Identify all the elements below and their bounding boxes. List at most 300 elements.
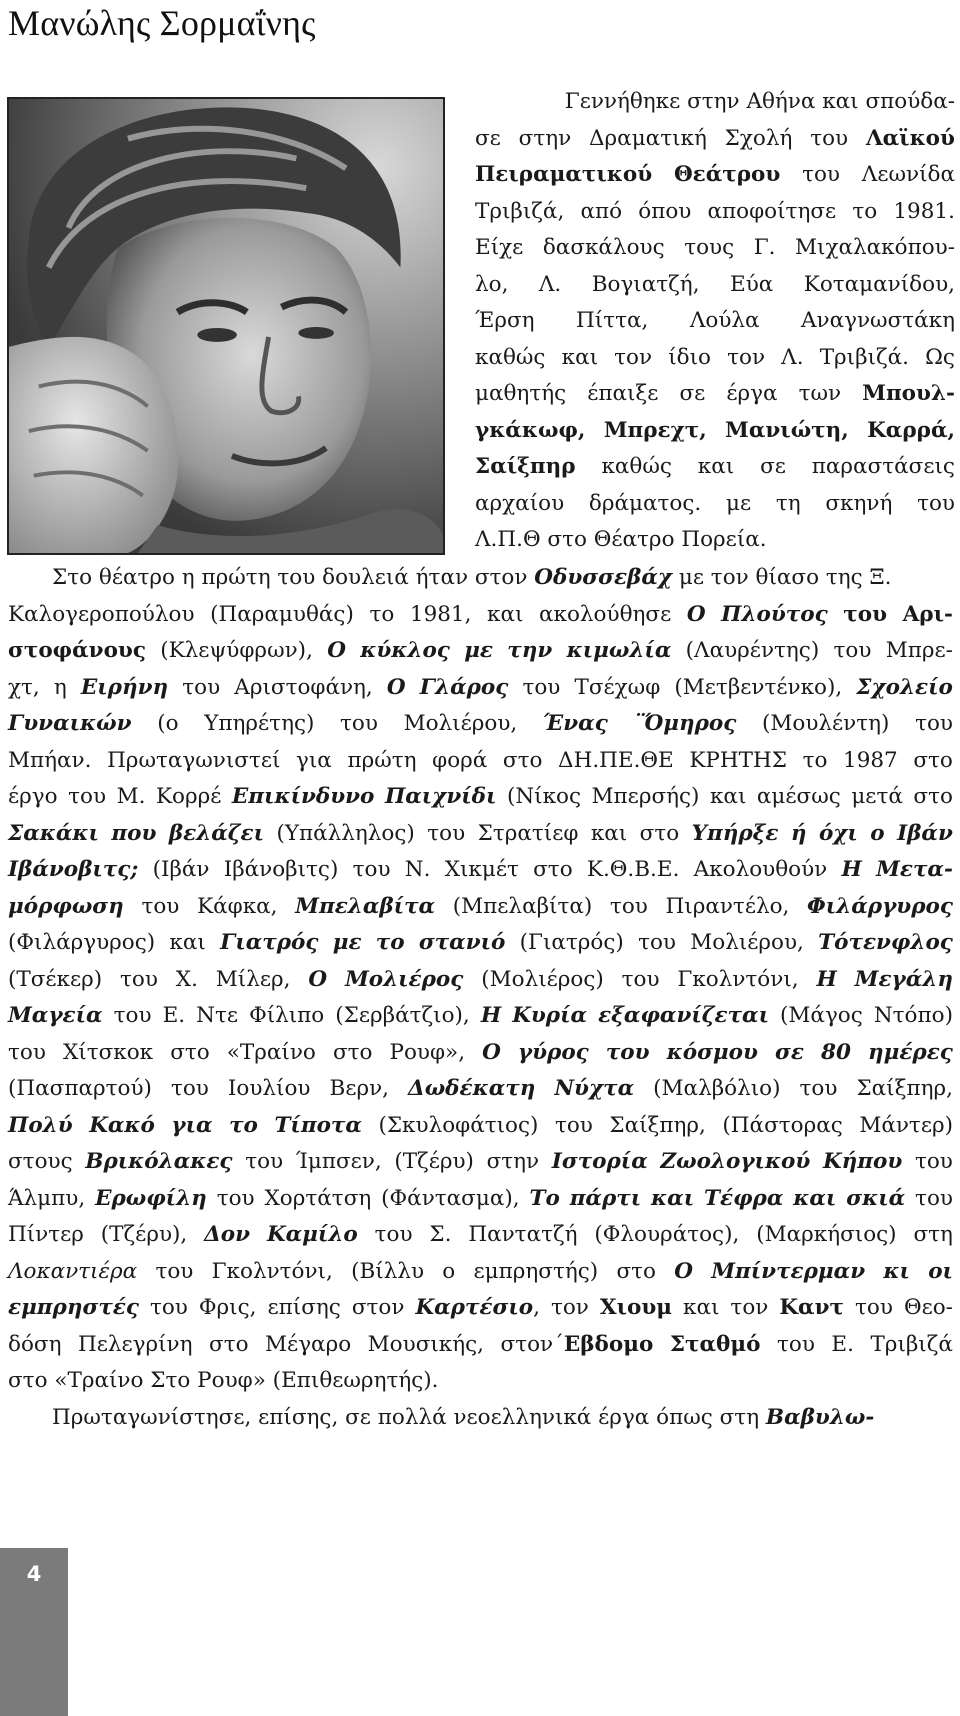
word: [777, 1327, 815, 1364]
word: [710, 779, 746, 816]
text-run: έργο: [8, 784, 58, 809]
emphasized-text: ή: [790, 820, 807, 846]
word: [834, 633, 872, 670]
word: [686, 633, 820, 670]
emphasized-text: Ο: [686, 601, 706, 627]
word: [212, 1254, 333, 1291]
emphasized-text: οι: [928, 1258, 953, 1284]
text-run: Υπηρέτης): [204, 711, 315, 736]
text-run: του: [68, 784, 107, 809]
word: [408, 1071, 535, 1108]
text-run: παραστάσεις: [811, 454, 955, 479]
word: [606, 1035, 650, 1072]
text-line: [475, 194, 955, 231]
text-run: Ντε: [196, 1003, 239, 1028]
word: [333, 925, 362, 962]
word: [8, 1181, 85, 1218]
text-run: του: [855, 1295, 893, 1320]
word: [8, 597, 195, 634]
text-run: Αναγνωστάκη: [801, 308, 955, 333]
text-run: δράματος.: [588, 490, 702, 516]
word: [475, 449, 576, 486]
text-run: Δραματική: [589, 125, 707, 151]
word: [819, 816, 858, 853]
text-run: του: [799, 1076, 838, 1101]
word: [78, 1327, 193, 1364]
word: [487, 597, 523, 634]
text-line: [8, 670, 953, 707]
word: [928, 1254, 953, 1291]
word: [726, 486, 751, 523]
emphasized-text: Οδυσσεβάχ: [534, 565, 673, 590]
emphasized-text: Τέφρα: [704, 1185, 784, 1211]
word: [228, 1071, 311, 1108]
word: [8, 1290, 139, 1327]
text-run: ,: [533, 1295, 540, 1320]
word: [8, 1327, 61, 1364]
text-run: (Υπάλληλος): [276, 820, 415, 846]
emphasized-text: Βαβυλω-: [765, 1404, 875, 1430]
text-run: λο,: [475, 271, 509, 297]
word: [445, 852, 519, 889]
text-run: Πίττα,: [576, 308, 649, 333]
text-run: του: [352, 857, 391, 882]
emphasized-text: στοφάνους: [8, 638, 146, 663]
word: [475, 230, 523, 267]
text-run: το: [802, 747, 828, 773]
word: [552, 1144, 648, 1181]
emphasized-text: σε: [774, 1039, 804, 1065]
word: [8, 779, 58, 816]
word: [638, 925, 676, 962]
text-run: Μέγαρο: [265, 1331, 352, 1357]
text-run: του: [609, 893, 648, 919]
text-run: Ως: [925, 344, 955, 370]
text-run: Λ.: [781, 344, 804, 370]
word: [308, 962, 327, 999]
text-run: Μολιέρου,: [690, 930, 804, 955]
word: [543, 706, 608, 743]
text-run: Γ.: [753, 235, 776, 260]
word: [481, 962, 604, 999]
text-line: [8, 743, 953, 780]
text-run: Άλμπυ,: [8, 1185, 86, 1211]
word: [156, 779, 221, 816]
word: [801, 303, 955, 340]
word: [555, 1108, 593, 1145]
emphasized-text: ¨Όμηρος: [633, 711, 737, 736]
emphasized-text: με: [332, 930, 362, 955]
word: [475, 340, 545, 377]
emphasized-text: που: [111, 820, 157, 846]
word: [475, 194, 564, 231]
emphasized-text: του: [843, 601, 888, 627]
emphasized-text: Εβδομο: [563, 1331, 654, 1357]
word: [614, 340, 652, 377]
emphasized-text: Πλούτος: [721, 601, 828, 627]
text-run: (Μάγος: [780, 1003, 863, 1028]
text-run: σκηνή: [825, 490, 893, 516]
text-run: Είχε: [475, 235, 524, 260]
word: [610, 889, 648, 926]
word: [333, 1035, 373, 1072]
word: [368, 1327, 484, 1364]
text-line: [475, 230, 955, 267]
word: [335, 998, 469, 1035]
word: [859, 1108, 953, 1145]
word: [868, 1035, 953, 1072]
word: [601, 449, 671, 486]
emphasized-text: Ιστορία: [551, 1149, 648, 1174]
text-line: [8, 1035, 953, 1072]
emphasized-text: Σακάκι: [8, 820, 99, 846]
text-run: Λ.Π.Θ στο Θέατρο Πορεία.: [475, 527, 767, 552]
word: [224, 852, 339, 889]
text-run: (Μπελαβίτα): [452, 893, 593, 919]
text-run: Μπερσής): [591, 784, 700, 809]
word: [353, 852, 391, 889]
word: [690, 925, 804, 962]
text-line: [8, 1400, 953, 1437]
text-run: στο: [913, 784, 953, 809]
text-run: (Ιβάν: [152, 857, 210, 882]
emphasized-text: 80: [820, 1039, 851, 1065]
word: [684, 230, 734, 267]
text-run: στο: [533, 857, 573, 882]
word: [345, 962, 463, 999]
emphasized-text: Ο: [482, 1039, 501, 1065]
text-run: (Σερβάτζιο),: [335, 1003, 470, 1028]
word: [507, 633, 552, 670]
emphasized-text: Ένας: [542, 711, 608, 736]
word: [216, 962, 291, 999]
emphasized-text: Μπουλ-: [862, 381, 955, 406]
word: [474, 1254, 599, 1291]
text-run: του: [522, 674, 561, 700]
emphasized-text: την: [507, 638, 553, 663]
text-run: αρχαίου: [475, 490, 565, 516]
text-run: Βογιατζή,: [591, 271, 700, 297]
word: [677, 962, 798, 999]
word: [405, 852, 431, 889]
text-run: (Τσέκερ): [8, 966, 103, 992]
word: [8, 816, 99, 853]
word: [799, 376, 842, 413]
emphasized-text: σκιά: [846, 1185, 906, 1211]
text-run: «Τραίνο: [226, 1039, 316, 1065]
text-run: ΚΡΗΤΗΣ: [689, 747, 787, 773]
emphasized-text: και: [793, 1185, 837, 1211]
text-run: και: [683, 1295, 720, 1320]
emphasized-text: πάρτι: [569, 1185, 642, 1211]
word: [855, 1290, 893, 1327]
word: [915, 1181, 953, 1218]
emphasized-text: Παιχνίδι: [384, 784, 497, 809]
word: [694, 852, 828, 889]
word: [862, 157, 955, 194]
word: [640, 816, 680, 853]
word: [816, 962, 836, 999]
text-run: τον: [550, 1295, 589, 1320]
text-run: Θεο-: [903, 1295, 953, 1320]
word: [674, 157, 780, 194]
emphasized-text: εμπρηστές: [8, 1295, 139, 1320]
text-run: Στο θέατρο η πρώτη του δουλειά ήταν στον: [52, 565, 535, 590]
word: [8, 1071, 152, 1108]
word: [917, 486, 955, 523]
word: [762, 706, 889, 743]
emphasized-text: Σταθμό: [669, 1331, 761, 1357]
text-run: Χικμέτ: [444, 857, 519, 882]
emphasized-text: το: [229, 1112, 258, 1138]
text-run: τον: [730, 1295, 769, 1320]
word: [883, 1254, 910, 1291]
word: [351, 1254, 424, 1291]
word: [704, 1181, 783, 1218]
text-run: Σ.: [429, 1222, 452, 1247]
text-run: στο: [616, 1258, 656, 1284]
text-line: [8, 560, 953, 597]
word: [904, 1290, 953, 1327]
word: [855, 962, 953, 999]
word: [594, 1217, 739, 1254]
word: [453, 889, 592, 926]
text-run: μαθητής: [475, 381, 567, 406]
word: [8, 998, 103, 1035]
emphasized-text: το: [375, 930, 405, 955]
text-run: και: [487, 601, 524, 627]
word: [780, 998, 863, 1035]
emphasized-text: Σχολείο: [856, 674, 953, 700]
text-run: στην: [518, 125, 572, 151]
word: [852, 194, 877, 231]
text-run: Ντόπο): [873, 1003, 953, 1028]
emphasized-text: μόρφωση: [8, 893, 124, 919]
word: [843, 743, 898, 780]
text-run: του: [340, 711, 378, 736]
text-run: του: [113, 1003, 152, 1028]
word: [591, 816, 627, 853]
text-run: Χορτάτση: [264, 1185, 372, 1211]
text-run: Μπρε-: [885, 638, 953, 663]
word: [575, 670, 661, 707]
emphasized-text: Η: [816, 966, 837, 992]
word: [589, 121, 707, 158]
text-run: ακολούθησε: [539, 601, 672, 627]
word: [683, 1290, 719, 1327]
text-run: Μιχαλακόπου-: [795, 235, 955, 260]
word: [862, 376, 955, 413]
word: [576, 303, 648, 340]
word: [726, 376, 777, 413]
word: [54, 670, 67, 707]
emphasized-text: Μολιέρος: [344, 966, 464, 992]
text-line: [475, 84, 955, 121]
emphasized-text: για: [171, 1112, 213, 1138]
emphasized-text: Ιβάνοβιτς;: [8, 857, 139, 882]
text-run: όπου: [638, 198, 692, 224]
word: [296, 743, 332, 780]
word: [475, 267, 508, 304]
word: [679, 376, 705, 413]
text-run: του: [554, 1112, 593, 1138]
text-run: (Φάντασμα),: [381, 1185, 520, 1211]
emphasized-text: Δωδέκατη: [408, 1076, 536, 1101]
text-run: Αριστοφάνη,: [234, 674, 373, 700]
text-line: [8, 962, 953, 999]
text-run: του: [915, 711, 953, 736]
text-line: [8, 889, 953, 926]
text-run: στο: [209, 1331, 249, 1357]
text-run: τον: [727, 344, 766, 370]
word: [171, 1071, 209, 1108]
word: [169, 925, 205, 962]
emphasized-text: Κυρία: [512, 1003, 588, 1028]
word: [204, 706, 314, 743]
text-line: [475, 449, 955, 486]
text-run: Χ.: [175, 966, 198, 992]
text-run: Πρωταγωνίστησε, επίσης, σε πολλά νεοελληνικά έργα όπως στη: [52, 1404, 766, 1430]
text-line: [475, 121, 955, 158]
word: [404, 706, 518, 743]
emphasized-text: Ιβάν: [897, 820, 953, 846]
word: [89, 1108, 155, 1145]
word: [378, 1108, 538, 1145]
word: [730, 267, 773, 304]
word: [609, 1108, 705, 1145]
word: [107, 743, 280, 780]
emphasized-text: Ερωφίλη: [95, 1185, 207, 1211]
emphasized-text: Μπρεχτ,: [603, 417, 707, 443]
word: [692, 816, 779, 853]
text-run: (Τζέρυ): [394, 1149, 474, 1174]
word: [352, 1290, 405, 1327]
text-run: (Φλουράτος),: [594, 1222, 740, 1247]
word: [616, 1254, 656, 1291]
word: [795, 230, 955, 267]
text-line: [8, 1327, 953, 1364]
word: [265, 1327, 351, 1364]
emphasized-text: Μαγεία: [8, 1003, 103, 1028]
text-run: (Μετβεντένκο),: [674, 674, 843, 700]
word: [475, 157, 652, 194]
text-run: Σαίξπηρ,: [856, 1076, 953, 1101]
text-line: [475, 267, 955, 304]
text-run: καθώς: [475, 344, 546, 370]
word: [592, 267, 700, 304]
word: [8, 1108, 73, 1145]
word: [101, 1217, 187, 1254]
text-run: (Νίκος: [506, 784, 581, 809]
word: [893, 194, 955, 231]
word: [464, 633, 493, 670]
word: [81, 670, 168, 707]
word: [803, 743, 828, 780]
word: [381, 1181, 519, 1218]
emphasized-text: Πειραματικού: [475, 162, 653, 187]
word: [633, 706, 736, 743]
text-run: ίδιο: [668, 344, 711, 370]
word: [831, 1327, 854, 1364]
word: [267, 1217, 358, 1254]
word: [674, 670, 842, 707]
text-run: στην: [486, 1149, 540, 1174]
word: [925, 340, 955, 377]
emphasized-text: γύρος: [517, 1039, 589, 1065]
word: [722, 1108, 842, 1145]
word: [915, 706, 953, 743]
word: [592, 779, 700, 816]
text-run: καθώς: [601, 454, 672, 479]
word: [567, 633, 672, 670]
text-line: [8, 706, 953, 743]
word: [330, 1071, 389, 1108]
text-run: στον: [351, 1295, 405, 1320]
word: [913, 779, 953, 816]
emphasized-text: στανιό: [418, 930, 506, 955]
text-run: (Παραμυθάς): [210, 601, 354, 627]
word: [276, 816, 414, 853]
word: [209, 1327, 249, 1364]
emphasized-text: ημέρες: [867, 1039, 953, 1065]
emphasized-text: κύκλος: [360, 638, 450, 663]
word: [653, 1071, 780, 1108]
text-run: Λούλα: [689, 308, 760, 333]
word: [886, 633, 953, 670]
text-run: του: [802, 162, 841, 187]
text-line: [475, 157, 955, 194]
emphasized-text: Φιλάργυρος: [807, 893, 953, 919]
word: [600, 1290, 672, 1327]
text-run: Γκολντόνι,: [677, 966, 799, 992]
word: [347, 743, 416, 780]
word: [478, 816, 579, 853]
text-run: σε: [679, 381, 706, 406]
word: [793, 1181, 836, 1218]
word: [117, 779, 146, 816]
text-run: Σχολή: [724, 125, 793, 151]
word: [160, 633, 313, 670]
word: [512, 998, 587, 1035]
word: [327, 633, 346, 670]
word: [913, 743, 953, 780]
word: [725, 121, 793, 158]
text-run: του: [833, 638, 872, 663]
word: [150, 1290, 188, 1327]
word: [587, 852, 680, 889]
word: [539, 267, 561, 304]
word: [507, 779, 581, 816]
text-run: Πίντερ: [8, 1222, 84, 1247]
word: [199, 1290, 257, 1327]
text-run: του: [141, 893, 180, 919]
text-run: Γεννήθηκε στην Αθήνα και σπούδα-: [564, 89, 955, 114]
word: [812, 449, 955, 486]
text-run: Κ.Θ.Β.Ε.: [586, 857, 680, 882]
text-run: στο: [332, 1039, 373, 1065]
word: [385, 779, 496, 816]
emphasized-text: Ο: [674, 1258, 693, 1284]
word: [570, 1181, 641, 1218]
word: [420, 670, 509, 707]
emphasized-text: Χιουμ: [599, 1295, 672, 1320]
text-run: Πιραντέλο,: [665, 893, 790, 919]
text-run: Γκολντόνι,: [211, 1258, 333, 1284]
emphasized-text: Μετα-: [876, 857, 953, 882]
text-line: [475, 340, 955, 377]
word: [163, 998, 186, 1035]
emphasized-text: Λοκαντιέρα: [8, 1258, 138, 1284]
